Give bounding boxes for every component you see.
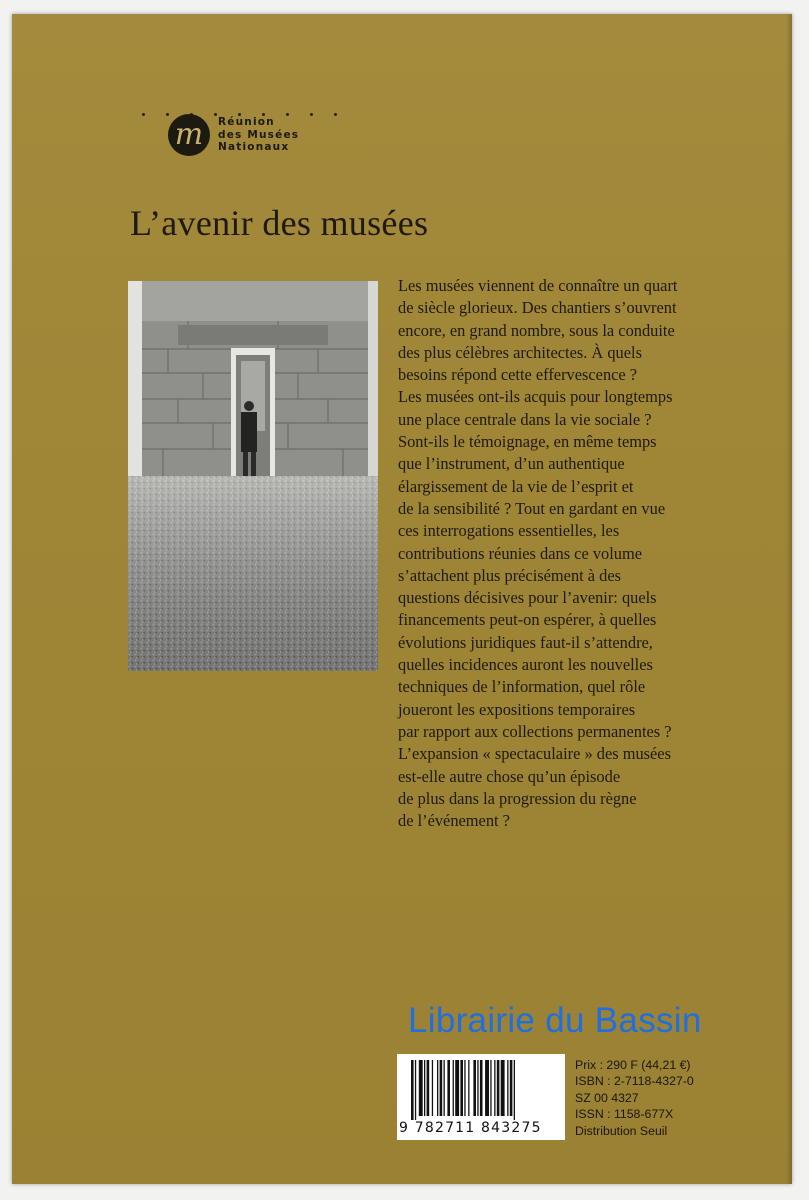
barcode-bar [432,1060,433,1116]
blurb-line: quelles incidences auront les nouvelles [398,655,653,675]
info-line: Distribution Seuil [575,1123,668,1138]
photo-illustration [128,281,378,671]
barcode-bar [501,1060,505,1116]
barcode-bar [437,1060,438,1116]
barcode-bar [427,1060,430,1116]
barcode-bar [485,1060,489,1116]
cover-photograph [128,281,378,671]
info-line: ISBN : 2-7118-4327-0 [575,1074,694,1089]
info-line: Prix : 290 F (44,21 €) [575,1058,691,1072]
blurb-line: besoins répond cette effervescence ? [398,365,638,385]
dot [142,113,145,116]
blurb-text [398,275,738,832]
publisher-name [218,116,299,154]
barcode-bar [473,1060,476,1116]
publisher-logo [168,114,299,156]
blurb-line: que l’instrument, d’un authentique [398,454,625,474]
blurb-line: de plus dans la progression du règne [398,788,637,808]
publisher-name-line: Nationaux [218,141,290,154]
barcode-bar [480,1060,483,1116]
barcode-bar [464,1060,465,1116]
blurb-line: Les musées viennent de connaître un quart [398,276,678,295]
publisher-name-line: Réunion [218,116,275,129]
barcode-number: 9 782711 843275 [399,1120,542,1136]
blurb-line: s’attachent plus précisément à des [398,565,622,585]
barcode-bar [477,1060,478,1116]
barcode-icon [411,1060,551,1120]
dot [310,113,313,116]
barcode-bar [424,1060,425,1116]
barcode-bar [455,1060,459,1116]
barcode-bar [497,1060,500,1116]
barcode-bar [468,1060,469,1116]
blurb-line: de siècle glorieux. Des chantiers s’ouvrent [398,298,677,318]
blurb-line: des plus célèbres architectes. À quels [398,342,642,362]
dot [334,113,337,116]
publisher-name-line: des Musées [218,128,300,141]
barcode-bar [440,1060,443,1116]
barcode-bar [453,1060,454,1116]
barcode-bar [447,1060,450,1116]
barcode-bar [419,1060,423,1116]
blurb-line: Sont-ils le témoignage, en même temps [398,432,657,452]
info-line: ISSN : 1158-677X [575,1107,674,1122]
blurb-line: ces interrogations essentielles, les [398,521,620,541]
blurb-line: Les musées ont-ils acquis pour longtemps [398,387,673,407]
blurb-line: joueront les expositions temporaires [398,699,636,719]
bookshop-watermark: Librairie du Bassin [408,1001,702,1040]
blurb-line: est-elle autre chose qu’un épisode [398,766,621,786]
blurb-line: financements peut-on espérer, à quelles [398,610,657,630]
barcode-bar [490,1060,491,1116]
rmn-logo-icon: m [168,114,210,156]
blurb-line: par rapport aux collections permanentes ? [398,721,672,741]
blurb-line: élargissement de la vie de l’esprit et [398,476,634,496]
blurb-line: encore, en grand nombre, sous la conduite [398,320,675,340]
barcode-bar [507,1060,508,1116]
blurb-line: techniques de l’information, quel rôle [398,677,646,697]
barcode-bar [460,1060,463,1116]
cover-edge-shadow [786,14,792,1184]
barcode-bar [415,1060,416,1120]
blurb-line: évolutions juridiques faut-il s’attendre, [398,632,653,652]
blurb-line: une place centrale dans la vie sociale ? [398,409,652,429]
barcode-bar [514,1060,515,1120]
book-title: L’avenir des musées [130,203,429,243]
blurb-line: de l’événement ? [398,811,510,831]
barcode-bar [510,1060,513,1116]
barcode-label [397,1054,565,1140]
blurb-line: contributions réunies dans ce volume [398,543,642,563]
barcode-bar [411,1060,414,1120]
info-line: SZ 00 4327 [575,1090,639,1105]
price-isbn-block [575,1057,694,1139]
barcode-bar [444,1060,445,1116]
barcode-bar [494,1060,495,1116]
blurb-line: L’expansion « spectaculaire » des musées [398,744,671,764]
blurb-line: questions décisives pour l’avenir: quels [398,588,657,608]
blurb-line: de la sensibilité ? Tout en gardant en vue [398,498,666,518]
